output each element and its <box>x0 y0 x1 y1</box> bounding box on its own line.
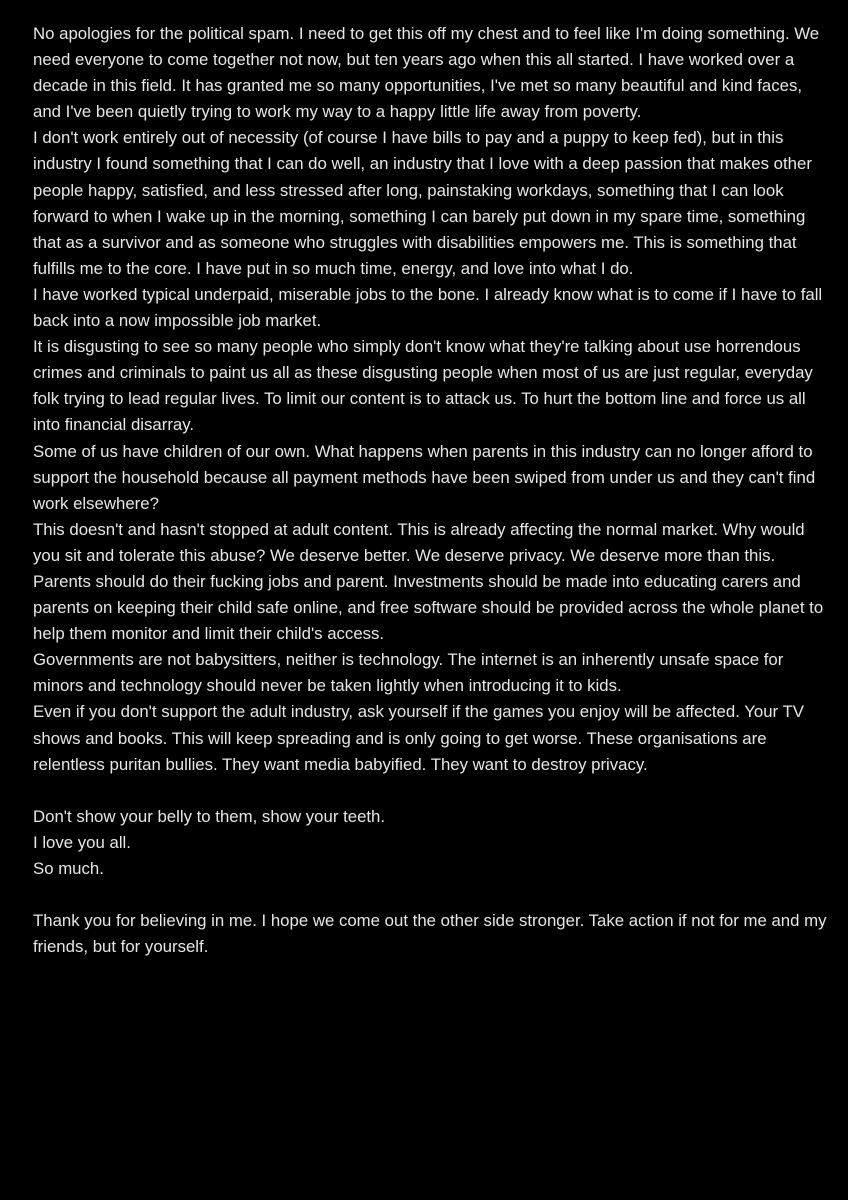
paragraph-underpaid-jobs: I have worked typical underpaid, miserable jobs to the bone. I already know what is to come if I have to fall back into a now impossible job market. <box>33 284 823 331</box>
paragraph-opening: No apologies for the political spam. I need to get this off my chest and to feel like I'm doing something. We need everyone to come together not now, but ten years ago when this all started. I have worked over a decade in this field. It has granted me so many opportunities, I've met so many beautiful and kind faces, and I've been quietly trying to work my way to a happy little life away from poverty. <box>33 24 820 122</box>
closing-line-love: I love you all. <box>33 832 131 852</box>
paragraph-thank-you: Thank you for believing in me. I hope we come out the other side stronger. Take action if not for me and my friends, but for yourself. <box>33 911 827 957</box>
closing-line-teeth: Don't show your belly to them, show your teeth. <box>33 806 386 826</box>
paragraph-games: Even if you don't support the adult industry, ask yourself if the games you enjoy will be affected. Your TV shows and books. This will keep spreading and is only going to get worse. These organisations are relentless puritan bullies. They want media babyified. They want to destroy privacy. <box>33 702 804 774</box>
paragraph-disgusting: It is disgusting to see so many people who simply don't know what they're talking about use horrendous crimes and criminals to paint us all as these disgusting people when most of us are just regular, everyday folk trying to lead regular lives. To limit our content is to attack us. To hurt the bottom line and force us all into financial disarray. <box>33 337 813 435</box>
blank-line <box>33 778 828 804</box>
closing-line-so-much: So much. <box>33 859 104 878</box>
paragraph-passion: I don't work entirely out of necessity (of course I have bills to pay and a puppy to keep fed), but in this industry I found something that I can do well, an industry that I love with a deep passion that makes other people happy, satisfied, and less stressed after long, painstaking workdays, something that I can look forward to when I wake up in the morning, something I can barely put down in my spare time, something that as a survivor and as someone who struggles with disabilities empowers me. This is something that fulfills me to the core. I have put in so much time, energy, and love into what I do. <box>33 128 812 278</box>
blank-line <box>33 882 828 908</box>
paragraph-adult-content: This doesn't and hasn't stopped at adult content. This is already affecting the normal market. Why would you sit and tolerate this abuse? We deserve better. We deserve privacy. We deserve more than this. Parents should do their fucking jobs and parent. Investments should be made into educating carers and parents on keeping their child safe online, and free software should be provided across the whole planet to help them monitor and limit their child's access. <box>33 519 824 644</box>
paragraph-children: Some of us have children of our own. What happens when parents in this industry can no longer afford to support the household because all payment methods have been swiped from under us and they can't find work elsewhere? <box>33 441 816 513</box>
paragraph-governments: Governments are not babysitters, neither is technology. The internet is an inherently unsafe space for minors and technology should never be taken lightly when introducing it to kids. <box>33 650 784 696</box>
